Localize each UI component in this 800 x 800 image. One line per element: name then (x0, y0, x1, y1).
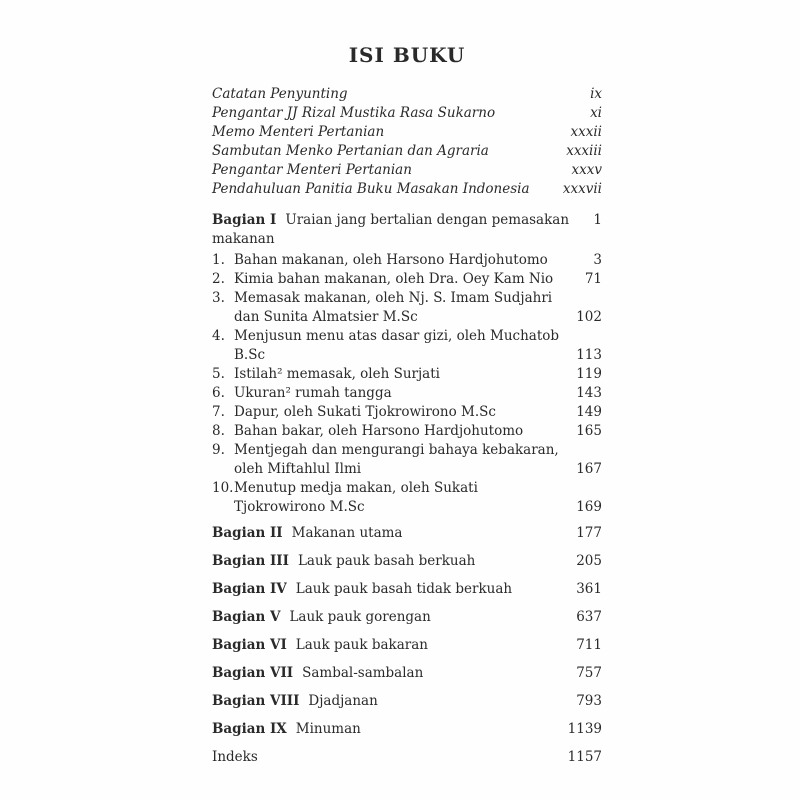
chapter-item-text (234, 365, 576, 384)
chapter-item-page: 113 (576, 347, 602, 363)
part-heading-row (212, 664, 602, 683)
front-matter-row (212, 123, 602, 142)
chapter-item-line: Dapur, oleh Sukati Tjokrowirono M.Sc (234, 404, 496, 420)
chapter-item-line: Mentjegah dan mengurangi bahaya kebakaran, (234, 442, 559, 458)
chapter-item-number: 10. (212, 480, 234, 496)
front-matter-row (212, 161, 602, 180)
front-matter-page: ix (590, 86, 602, 102)
part-label: Bagian VIII (212, 693, 300, 709)
chapter-item-row (212, 384, 602, 403)
part-heading-row (212, 692, 602, 711)
chapter-item-line: Ukuran² rumah tangga (234, 385, 392, 401)
part-page: 1139 (567, 721, 602, 737)
part-heading (212, 524, 576, 543)
part-heading-row (212, 524, 602, 543)
chapter-item-line: Menjusun menu atas dasar gizi, oleh Muchatob B.Sc (234, 328, 560, 363)
part-heading (212, 664, 576, 683)
part-title: Makanan utama (291, 525, 403, 541)
index-label: Indeks (212, 749, 258, 765)
chapter-item-page: 102 (576, 309, 602, 325)
index-row (212, 748, 602, 767)
part-heading (212, 211, 593, 249)
part-title: Uraian jang bertalian dengan pemasakan makanan (212, 212, 570, 247)
front-matter-row (212, 142, 602, 161)
chapter-item-text (234, 289, 576, 327)
chapter-item-row (212, 422, 602, 441)
chapter-item-line: Bahan makanan, oleh Harsono Hardjohutomo (234, 252, 548, 268)
chapter-item-row (212, 365, 602, 384)
chapter-item-line: oleh Miftahlul Ilmi (234, 461, 362, 477)
chapter-item-row (212, 441, 602, 479)
part-label: Bagian IX (212, 721, 287, 737)
front-matter-page: xxxii (570, 124, 602, 140)
chapter-item-page: 169 (576, 499, 602, 515)
front-matter-label: Pengantar JJ Rizal Mustika Rasa Sukarno (212, 105, 496, 121)
chapter-item-page: 149 (576, 404, 602, 420)
chapter-item-number: 3. (212, 290, 225, 306)
front-matter-page: xxxv (571, 162, 602, 178)
index-page: 1157 (567, 749, 602, 765)
part-heading (212, 608, 576, 627)
chapter-item-text (234, 384, 576, 403)
chapter-item-row (212, 403, 602, 422)
chapter-item-line: dan Sunita Almatsier M.Sc (234, 309, 418, 325)
front-matter-page: xxxiii (566, 143, 602, 159)
part-page: 711 (576, 637, 602, 653)
part-title: Lauk pauk bakaran (295, 637, 428, 653)
chapter-item-text (234, 270, 585, 289)
chapter-item-number: 1. (212, 252, 225, 268)
part-title: Lauk pauk basah berkuah (297, 553, 476, 569)
chapter-item-row (212, 251, 602, 270)
chapter-item-text (234, 251, 593, 270)
chapter-item-number: 8. (212, 423, 225, 439)
part-page: 637 (576, 609, 602, 625)
chapter-item-text (234, 422, 576, 441)
chapter-item-number: 5. (212, 366, 225, 382)
part-heading (212, 720, 568, 739)
front-matter-page: xxxvii (562, 181, 602, 197)
part-heading-row (212, 720, 602, 739)
chapter-item-page: 167 (576, 461, 602, 477)
front-matter-row (212, 85, 602, 104)
part-heading-row (212, 552, 602, 571)
chapter-item-text (234, 327, 576, 365)
chapter-item-number: 7. (212, 404, 225, 420)
part-title: Lauk pauk basah tidak berkuah (295, 581, 513, 597)
chapter-item-number: 4. (212, 328, 225, 344)
chapter-item-row (212, 289, 602, 327)
front-matter-label: Pendahuluan Panitia Buku Masakan Indonesia (212, 181, 530, 197)
part-heading (212, 692, 576, 711)
table-of-contents (212, 44, 602, 767)
part-heading-row (212, 580, 602, 599)
chapter-item-number: 2. (212, 271, 225, 287)
chapter-item-page: 143 (576, 385, 602, 401)
chapter-item-line: Menutup medja makan, oleh Sukati Tjokrowirono M.Sc (234, 480, 478, 515)
front-matter-list (212, 85, 602, 199)
chapter-list (212, 251, 602, 517)
part-heading (212, 580, 576, 599)
part-label: Bagian V (212, 609, 281, 625)
chapter-item-number: 9. (212, 442, 225, 458)
chapter-item-text (234, 441, 576, 479)
chapter-item-row (212, 270, 602, 289)
part-title: Minuman (295, 721, 361, 737)
front-matter-page: xi (590, 105, 602, 121)
parts-list (212, 524, 602, 739)
chapter-item-row (212, 327, 602, 365)
part-heading-row (212, 636, 602, 655)
part-page: 757 (576, 665, 602, 681)
front-matter-label: Catatan Penyunting (212, 86, 348, 102)
part-title: Sambal-sambalan (302, 665, 424, 681)
part-label: Bagian II (212, 525, 283, 541)
part-heading (212, 636, 576, 655)
front-matter-label: Sambutan Menko Pertanian dan Agraria (212, 143, 489, 159)
chapter-item-text (234, 403, 576, 422)
front-matter-label: Pengantar Menteri Pertanian (212, 162, 412, 178)
chapter-item-page: 71 (584, 271, 602, 287)
part-heading-row (212, 211, 602, 249)
chapter-item-row (212, 479, 602, 517)
chapter-item-line: Kimia bahan makanan, oleh Dra. Oey Kam Nio (234, 271, 554, 287)
chapter-item-page: 165 (576, 423, 602, 439)
part-page: 177 (576, 525, 602, 541)
part-heading-row (212, 608, 602, 627)
page-title: ISI BUKU (348, 43, 466, 67)
part-label: Bagian III (212, 553, 289, 569)
chapter-item-line: Bahan bakar, oleh Harsono Hardjohutomo (234, 423, 524, 439)
part-title: Djadjanan (308, 693, 378, 709)
chapter-item-text (234, 479, 576, 517)
chapter-item-page: 119 (576, 366, 602, 382)
part-heading (212, 552, 576, 571)
part-label: Bagian VII (212, 665, 294, 681)
chapter-item-line: Istilah² memasak, oleh Surjati (234, 366, 440, 382)
part-page: 361 (576, 581, 602, 597)
front-matter-label: Memo Menteri Pertanian (212, 124, 385, 140)
part-label: Bagian I (212, 212, 277, 228)
part-label: Bagian IV (212, 581, 287, 597)
front-matter-row (212, 104, 602, 123)
part-label: Bagian VI (212, 637, 287, 653)
front-matter-row (212, 180, 602, 199)
part-page: 793 (576, 693, 602, 709)
chapter-item-page: 3 (593, 252, 602, 268)
part-page: 1 (593, 212, 602, 228)
part-title: Lauk pauk gorengan (289, 609, 431, 625)
part-page: 205 (576, 553, 602, 569)
chapter-item-line: Memasak makanan, oleh Nj. S. Imam Sudjahri (234, 290, 553, 306)
chapter-item-number: 6. (212, 385, 225, 401)
